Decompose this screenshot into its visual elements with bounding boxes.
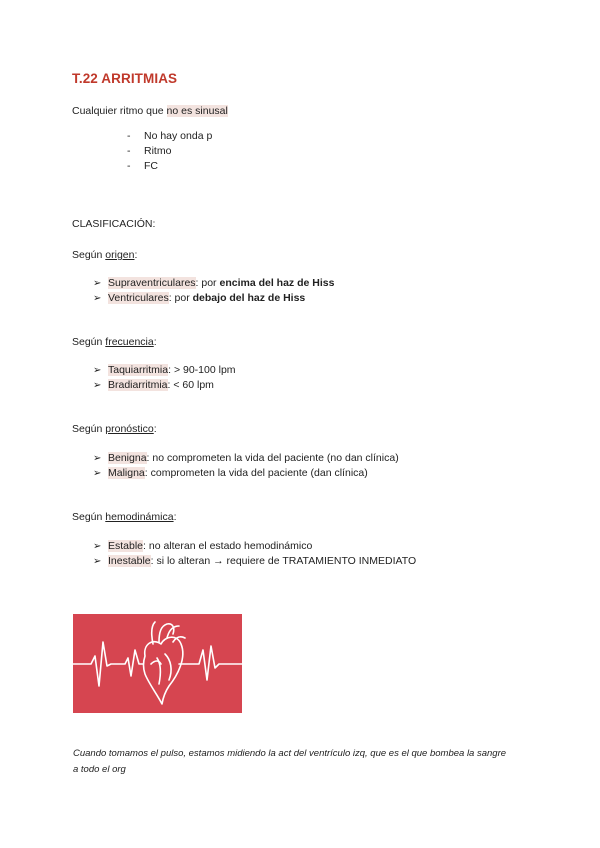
section-suffix: : xyxy=(153,423,157,435)
list-item xyxy=(93,467,368,479)
arrow-bullet-icon: ➢ xyxy=(93,365,102,376)
heart-ecg-image xyxy=(73,614,242,713)
intro-line xyxy=(72,105,228,117)
section-prefix: Según xyxy=(72,336,106,348)
item-rest: : > 90-100 lpm xyxy=(168,364,236,376)
item-rest: : por xyxy=(168,292,193,304)
section-key: origen xyxy=(105,249,135,261)
list-item xyxy=(93,540,312,552)
arrow-bullet-icon: ➢ xyxy=(93,293,102,304)
dash-bullet: - xyxy=(127,130,131,142)
item-term: Inestable xyxy=(108,555,151,567)
dash-bullet: - xyxy=(127,160,131,172)
page-title: T.22 ARRITMIAS xyxy=(72,71,178,86)
item-rest: : por xyxy=(195,277,220,289)
heart-ecg-icon xyxy=(73,614,242,713)
item-rest: : no alteran el estado hemodinámico xyxy=(143,540,313,552)
item-rest: : no comprometen la vida del paciente (no dan clínica) xyxy=(146,452,399,464)
item-rest: : < 60 lpm xyxy=(167,379,214,391)
section-prefix: Según xyxy=(72,249,106,261)
arrow-bullet-icon: ➢ xyxy=(93,278,102,289)
list-item xyxy=(93,277,334,289)
caption-text: Cuando tomamos el pulso, estamos midiendo la act del ventrículo izq, que es el que bombea la sangre a todo el org xyxy=(73,748,507,775)
item-rest: : si lo alteran → requiere de TRATAMIENTO INMEDIATO xyxy=(150,555,417,567)
section-key: hemodinámica xyxy=(105,511,174,523)
arrow-bullet-icon: ➢ xyxy=(93,380,102,391)
item-rest: : comprometen la vida del paciente (dan clínica) xyxy=(144,467,368,479)
section-key: pronóstico xyxy=(105,423,154,435)
intro-highlight: no es sinusal xyxy=(166,105,228,117)
item-bold: encima del haz de Hiss xyxy=(219,277,335,289)
item-term: Maligna xyxy=(108,467,145,479)
item-term: Estable xyxy=(108,540,144,552)
list-item xyxy=(127,160,158,172)
list-item xyxy=(93,292,305,304)
list-item-text: Ritmo xyxy=(144,145,172,157)
item-term: Taquiarritmia xyxy=(108,364,169,376)
arrow-bullet-icon: ➢ xyxy=(93,556,102,567)
item-term: Benigna xyxy=(108,452,147,464)
section-prefix: Según xyxy=(72,423,106,435)
clasificacion-heading: CLASIFICACIÓN: xyxy=(72,218,156,230)
arrow-bullet-icon: ➢ xyxy=(93,468,102,479)
list-item xyxy=(93,364,236,376)
section-suffix: : xyxy=(134,249,138,261)
item-bold: debajo del haz de Hiss xyxy=(192,292,306,304)
item-term: Ventriculares xyxy=(108,292,169,304)
section-key: frecuencia xyxy=(105,336,154,348)
section-suffix: : xyxy=(153,336,157,348)
intro-prefix: Cualquier ritmo que xyxy=(72,105,167,117)
dash-bullet: - xyxy=(127,145,131,157)
section-prefix: Según xyxy=(72,511,106,523)
list-item xyxy=(127,145,171,157)
section-suffix: : xyxy=(173,511,177,523)
section-heading-origen xyxy=(72,249,137,261)
section-heading-frecuencia xyxy=(72,336,157,348)
list-item xyxy=(127,130,212,142)
item-term: Bradiarritmia xyxy=(108,379,168,391)
list-item xyxy=(93,452,399,464)
section-heading-hemodinamica xyxy=(72,511,177,523)
list-item-text: No hay onda p xyxy=(144,130,213,142)
list-item xyxy=(93,379,214,391)
item-term: Supraventriculares xyxy=(108,277,196,289)
list-item-text: FC xyxy=(144,160,158,172)
arrow-bullet-icon: ➢ xyxy=(93,453,102,464)
list-item xyxy=(93,555,416,567)
arrow-bullet-icon: ➢ xyxy=(93,541,102,552)
section-heading-pronostico xyxy=(72,423,157,435)
